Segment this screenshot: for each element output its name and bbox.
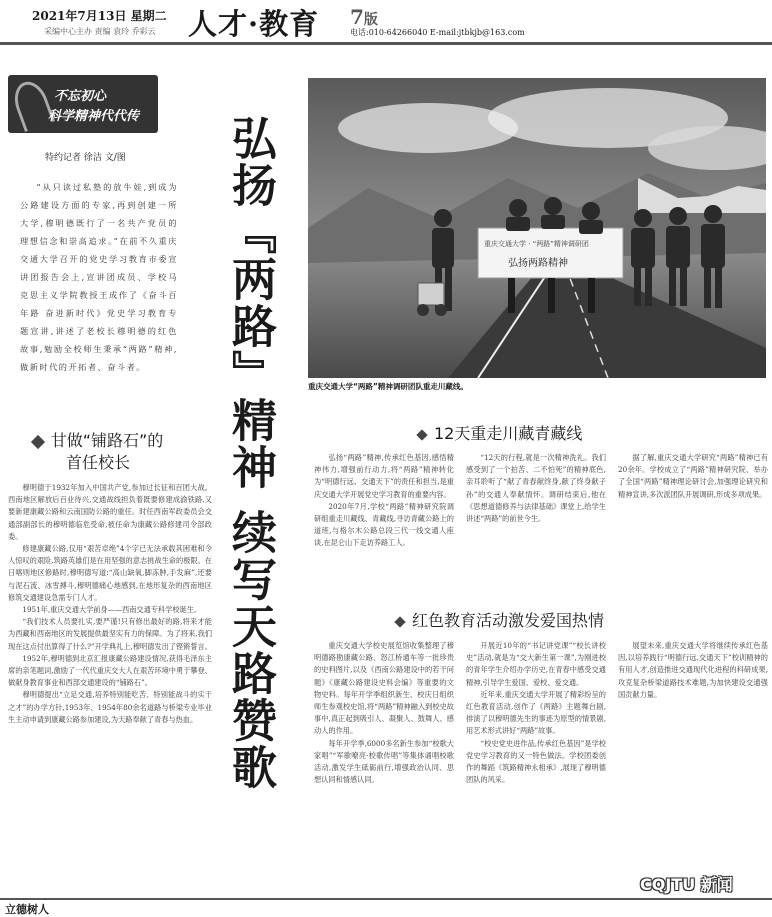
- paragraph: 重庆交通大学校史展览馆收集整理了穆明德路勘康藏公路、怒江桥通车等一批珍贵的史料图片,以及《西南公路建设中的若干问题》《康藏公路建设史料会编》等重要的文物史料。每年开学季组织新生、校庆日组织师生参观校史馆,将“两路”精神融入到校史故事中,真正起到吸引人、凝聚人、鼓舞人、感动人的作用。: [314, 641, 454, 736]
- section-2-col-2: [466, 452, 606, 582]
- team-photo: [308, 78, 766, 378]
- section-3-col-3: [618, 640, 768, 866]
- editor-credits: 采编中心主办 责编 袁玲 乔彩云: [44, 27, 156, 36]
- section-1-body: [8, 482, 212, 898]
- section-2-col-3: [618, 452, 768, 582]
- page-title: 人才·教育: [188, 7, 320, 41]
- header-rule: [0, 42, 772, 45]
- paragraph: “12天的行程,就是一次精神洗礼。我们感受到了一个拍苦、二不怕死”的精神底色,亲耳聆听了“献了青春献终身,献了终身献子孙”的交通人奉献情怀。调研结束后,他在《思想道德修养与法律基础》课堂上,给学生讲述“两路”的前世今生。: [466, 453, 606, 524]
- diamond-bullet-icon: [31, 434, 45, 448]
- paragraph: “我们技术人员要扎实,要严谨!只有修出最好的路,将来才能为西藏和西南地区的发展提供最坚实有力的保障。为了将来,我们现在这点付出算得了什么?”开学典礼上,穆明德发出了铿锵誓言。: [8, 617, 212, 651]
- paragraph: 修建康藏公路,仅用“艰苦卓绝”4个字已无法承载其困难和令人惊叹的艰险,筑路英雄们是在用坚强的意志挑战生命的极限。在日喀则地区修路时,穆明德写道:“高山缺氧,脚冻肿,手发麻”,还要与泥石流、冰雪搏斗,穆明德痛心地感到,在地形复杂的西南地区修筑交通建设急需专门人才。: [8, 544, 212, 602]
- paragraph: 穆明德提出“立足交通,培养特别能吃苦、特别能战斗的实干之才”的办学方针,1953年、1954年80余名道路与桥梁专业毕业生主动申请到康藏公路参加建设,为天路奉献了青春与热血。: [8, 690, 212, 724]
- banner-line-2: 科学精神代代传: [48, 109, 140, 124]
- section-1-title-line-1: 甘做“铺路石”的: [50, 431, 164, 450]
- footer-section-label: 立德树人: [5, 903, 49, 916]
- intro-text: “从只读过私塾的放牛娃,到成为公路建设方面的专家,再到创建一所大学,穆明德既行了一名共产党员的理想信念和崇高追求。”在前不久重庆交通大学召开的党史学习教育市委宣讲团报告会上,宣讲团成员、学校马克思主义学院教授王成作了《奋斗百年路 奋进新时代》党史学习教育专题宣讲,讲述了老校长穆明德的红色故事,勉励全校师生秉承“两路”精神,做新时代的开拓者、奋斗者。: [20, 182, 178, 372]
- edition-label: [350, 5, 378, 29]
- paragraph: 近年来,重庆交通大学开展了精彩纷呈的红色教育活动,创作了《两路》主题舞台剧,排演了以穆明德先生的事迹为原型的情景剧,用艺术形式讲好“两路”故事。: [466, 689, 606, 736]
- contact-info: 电话:010-64266040 E-mail:jtbkjb@163.com: [350, 28, 525, 37]
- diamond-bullet-icon: [416, 429, 427, 440]
- photo-caption: 重庆交通大学“两路”精神调研团队重走川藏线。: [308, 382, 468, 391]
- paragraph: “校史党史进作品,传承红色基因”是学校党史学习教育的又一特色做法。学校团委创作的舞蹈《筑路精神永相承》,展现了穆明德团队的风采。: [466, 738, 606, 785]
- paragraph: 穆明德于1932年加入中国共产党,参加过长征和百团大战。西南地区解放后百业待兴,交通战线担负着既要修建成渝铁路,又要新建康藏公路和云南国防公路的重任。时任西南军政委员会交通部副部长的穆明德临危受命,被任命为康藏公路修建司令部政委。: [8, 483, 212, 541]
- banner-line-1: 不忘初心: [54, 89, 107, 104]
- column-banner: [8, 75, 158, 133]
- section-1-heading: [14, 430, 182, 474]
- edition-suffix: 版: [363, 12, 378, 28]
- issue-date: 2021年7月13日 星期二: [32, 9, 167, 23]
- paragraph: 弘扬“两路”精神,传承红色基因,感悟精神伟力,增强前行动力,将“两路”精神转化为“明德行远、交通天下”的责任和担当,是重庆交通大学开展党史学习教育的重要内容。: [314, 453, 454, 499]
- paragraph: 展望未来,重庆交通大学将继续传承红色基因,以培养践行“明德行远,交通天下”校训精神的有用人才,创造推进交通现代化进程的科研成果,攻克复杂桥梁道路技术难题,为加快建设交通强国贡献力量。: [618, 641, 768, 699]
- edition-number: 7: [350, 5, 364, 29]
- photo-banner-line-2: 弘扬两路精神: [508, 258, 568, 269]
- section-2-heading: [418, 421, 582, 444]
- footer-bar: [0, 898, 772, 915]
- paragraph: 每年开学季,6000多名新生参加“校歌大家唱”“军歌嘹亮·校歌传唱”等集体诵唱校歌活动,激发学生砥砺前行,增强政治认同、思想认同和情感认同。: [314, 738, 454, 785]
- paragraph: 1952年,穆明德到北京汇报康藏公路建设情况,获得毛泽东主席的亲笔题词,激励了一代代重庆交大人在艰苦环境中勇于攀登、做献身教育事业和西部交通建设的“铺路石”。: [8, 653, 212, 688]
- section-3-title: 红色教育活动激发爱国热情: [412, 611, 605, 630]
- section-2-title: 12天重走川藏青藏线: [434, 424, 583, 443]
- paragraph: 1951年,重庆交通大学前身——西南交通专科学校诞生。: [22, 605, 202, 615]
- paragraph: 开展近10年的“书记讲党课”“校长讲校史”活动,就是为“交大新生第一课”,为刚进校的青年学生介绍办学历史,在青春中感受交通精神,引导学生爱国、爱校、爱交通。: [466, 641, 606, 687]
- section-1-title-line-2: 首任校长: [65, 453, 130, 472]
- headline: 弘扬『两路』精神 续写天路赞歌: [224, 115, 277, 791]
- section-3-col-2: [466, 640, 606, 886]
- paragraph: 据了解,重庆交通大学研究“两路”精神已有20余年。学校成立了“两路”精神研究院、举办了全国“两路”精神理论研讨会,加强理论研究和精神宣讲,多次派团队开展调研,形成多项成果。: [618, 453, 768, 499]
- watermark-logo: CQJTU 新闻: [640, 875, 733, 894]
- paragraph: 2020年7月,学校“两路”精神研究院调研组重走川藏线、青藏线,寻访青藏公路上的道班,与格尔木公路总段三代一线交通人座谈,在昆仑山下走访养路工人。: [314, 501, 454, 548]
- diamond-bullet-icon: [394, 616, 405, 627]
- section-2-col-1: [314, 452, 454, 582]
- byline: 特约记者 徐洁 文/图: [45, 153, 126, 163]
- photo-banner-line-1: 重庆交通大学 · “两路”精神调研团: [484, 240, 589, 248]
- section-3-col-1: [314, 640, 454, 886]
- section-3-heading: [396, 608, 604, 631]
